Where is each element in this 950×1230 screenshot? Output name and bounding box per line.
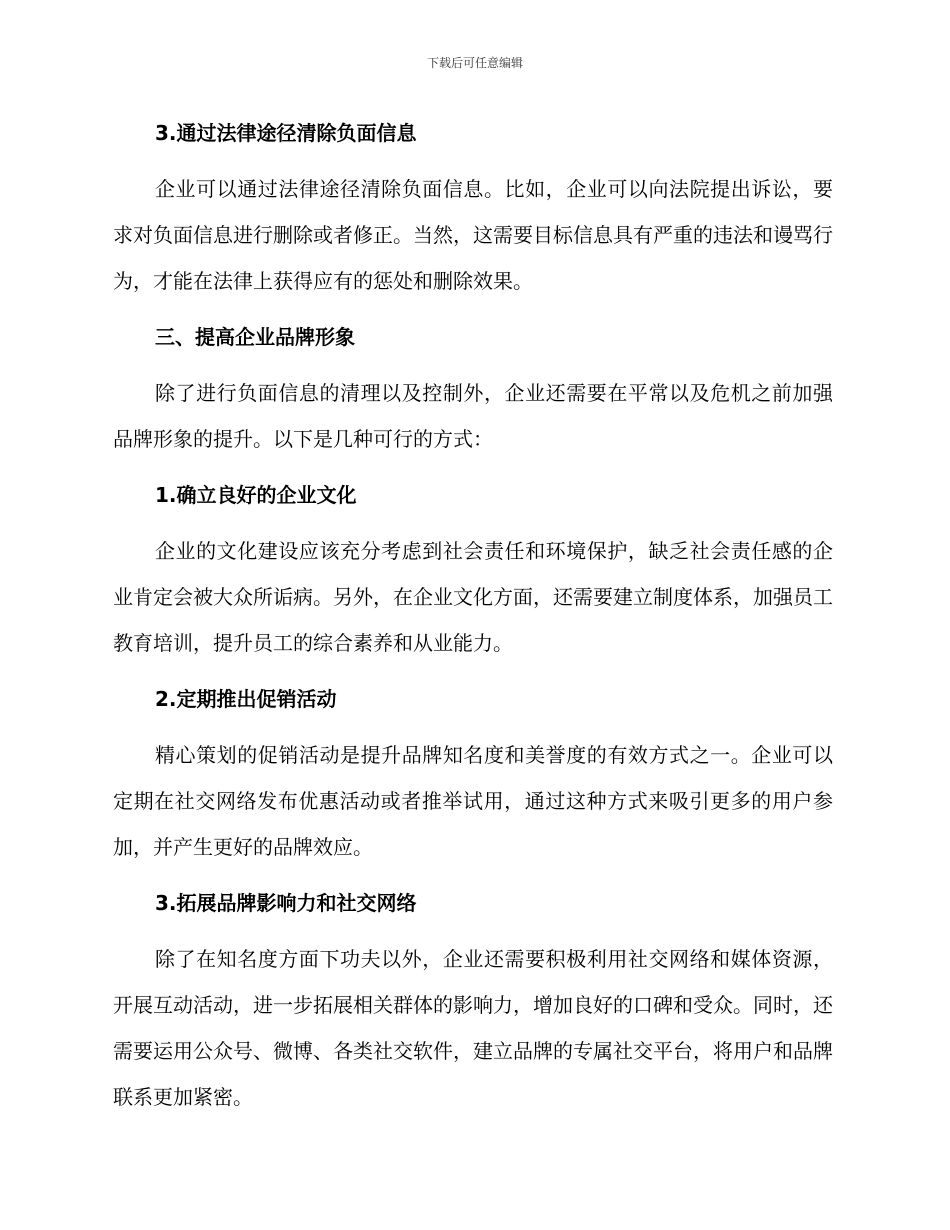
paragraph: 除了在知名度方面下功夫以外，企业还需要积极利用社交网络和媒体资源，开展互动活动，进一步拓展相关群体的影响力，增加良好的口碑和受众。同时，还需要运用公众号、微博、各类社交软件，建立品牌的专属社交平台，将用户和品牌联系更加紧密。 [113, 947, 833, 1109]
paragraph: 除了进行负面信息的清理以及控制外，企业还需要在平常以及危机之前加强品牌形象的提升。以下是几种可行的方式： [113, 381, 833, 451]
section-heading: 三、提高企业品牌形象 [155, 325, 355, 349]
paragraph: 企业的文化建设应该充分考虑到社会责任和环境保护，缺乏社会责任感的企业肯定会被大众所诟病。另外，在企业文化方面，还需要建立制度体系，加强员工教育培训，提升员工的综合素养和从业能力。 [113, 539, 833, 655]
header-note: 下载后可任意编辑 [426, 56, 523, 70]
section-heading: 3.通过法律途径清除负面信息 [155, 121, 417, 145]
section-heading: 3.拓展品牌影响力和社交网络 [155, 891, 417, 915]
paragraph: 企业可以通过法律途径清除负面信息。比如，企业可以向法院提出诉讼，要求对负面信息进行删除或者修正。当然，这需要目标信息具有严重的违法和谩骂行为，才能在法律上获得应有的惩处和删除效果。 [113, 177, 833, 293]
document-body [113, 110, 833, 1130]
section-heading: 2.定期推出促销活动 [155, 687, 337, 711]
paragraph: 精心策划的促销活动是提升品牌知名度和美誉度的有效方式之一。企业可以定期在社交网络发布优惠活动或者推举试用，通过这种方式来吸引更多的用户参加，并产生更好的品牌效应。 [113, 743, 833, 859]
section-heading: 1.确立良好的企业文化 [155, 483, 357, 507]
